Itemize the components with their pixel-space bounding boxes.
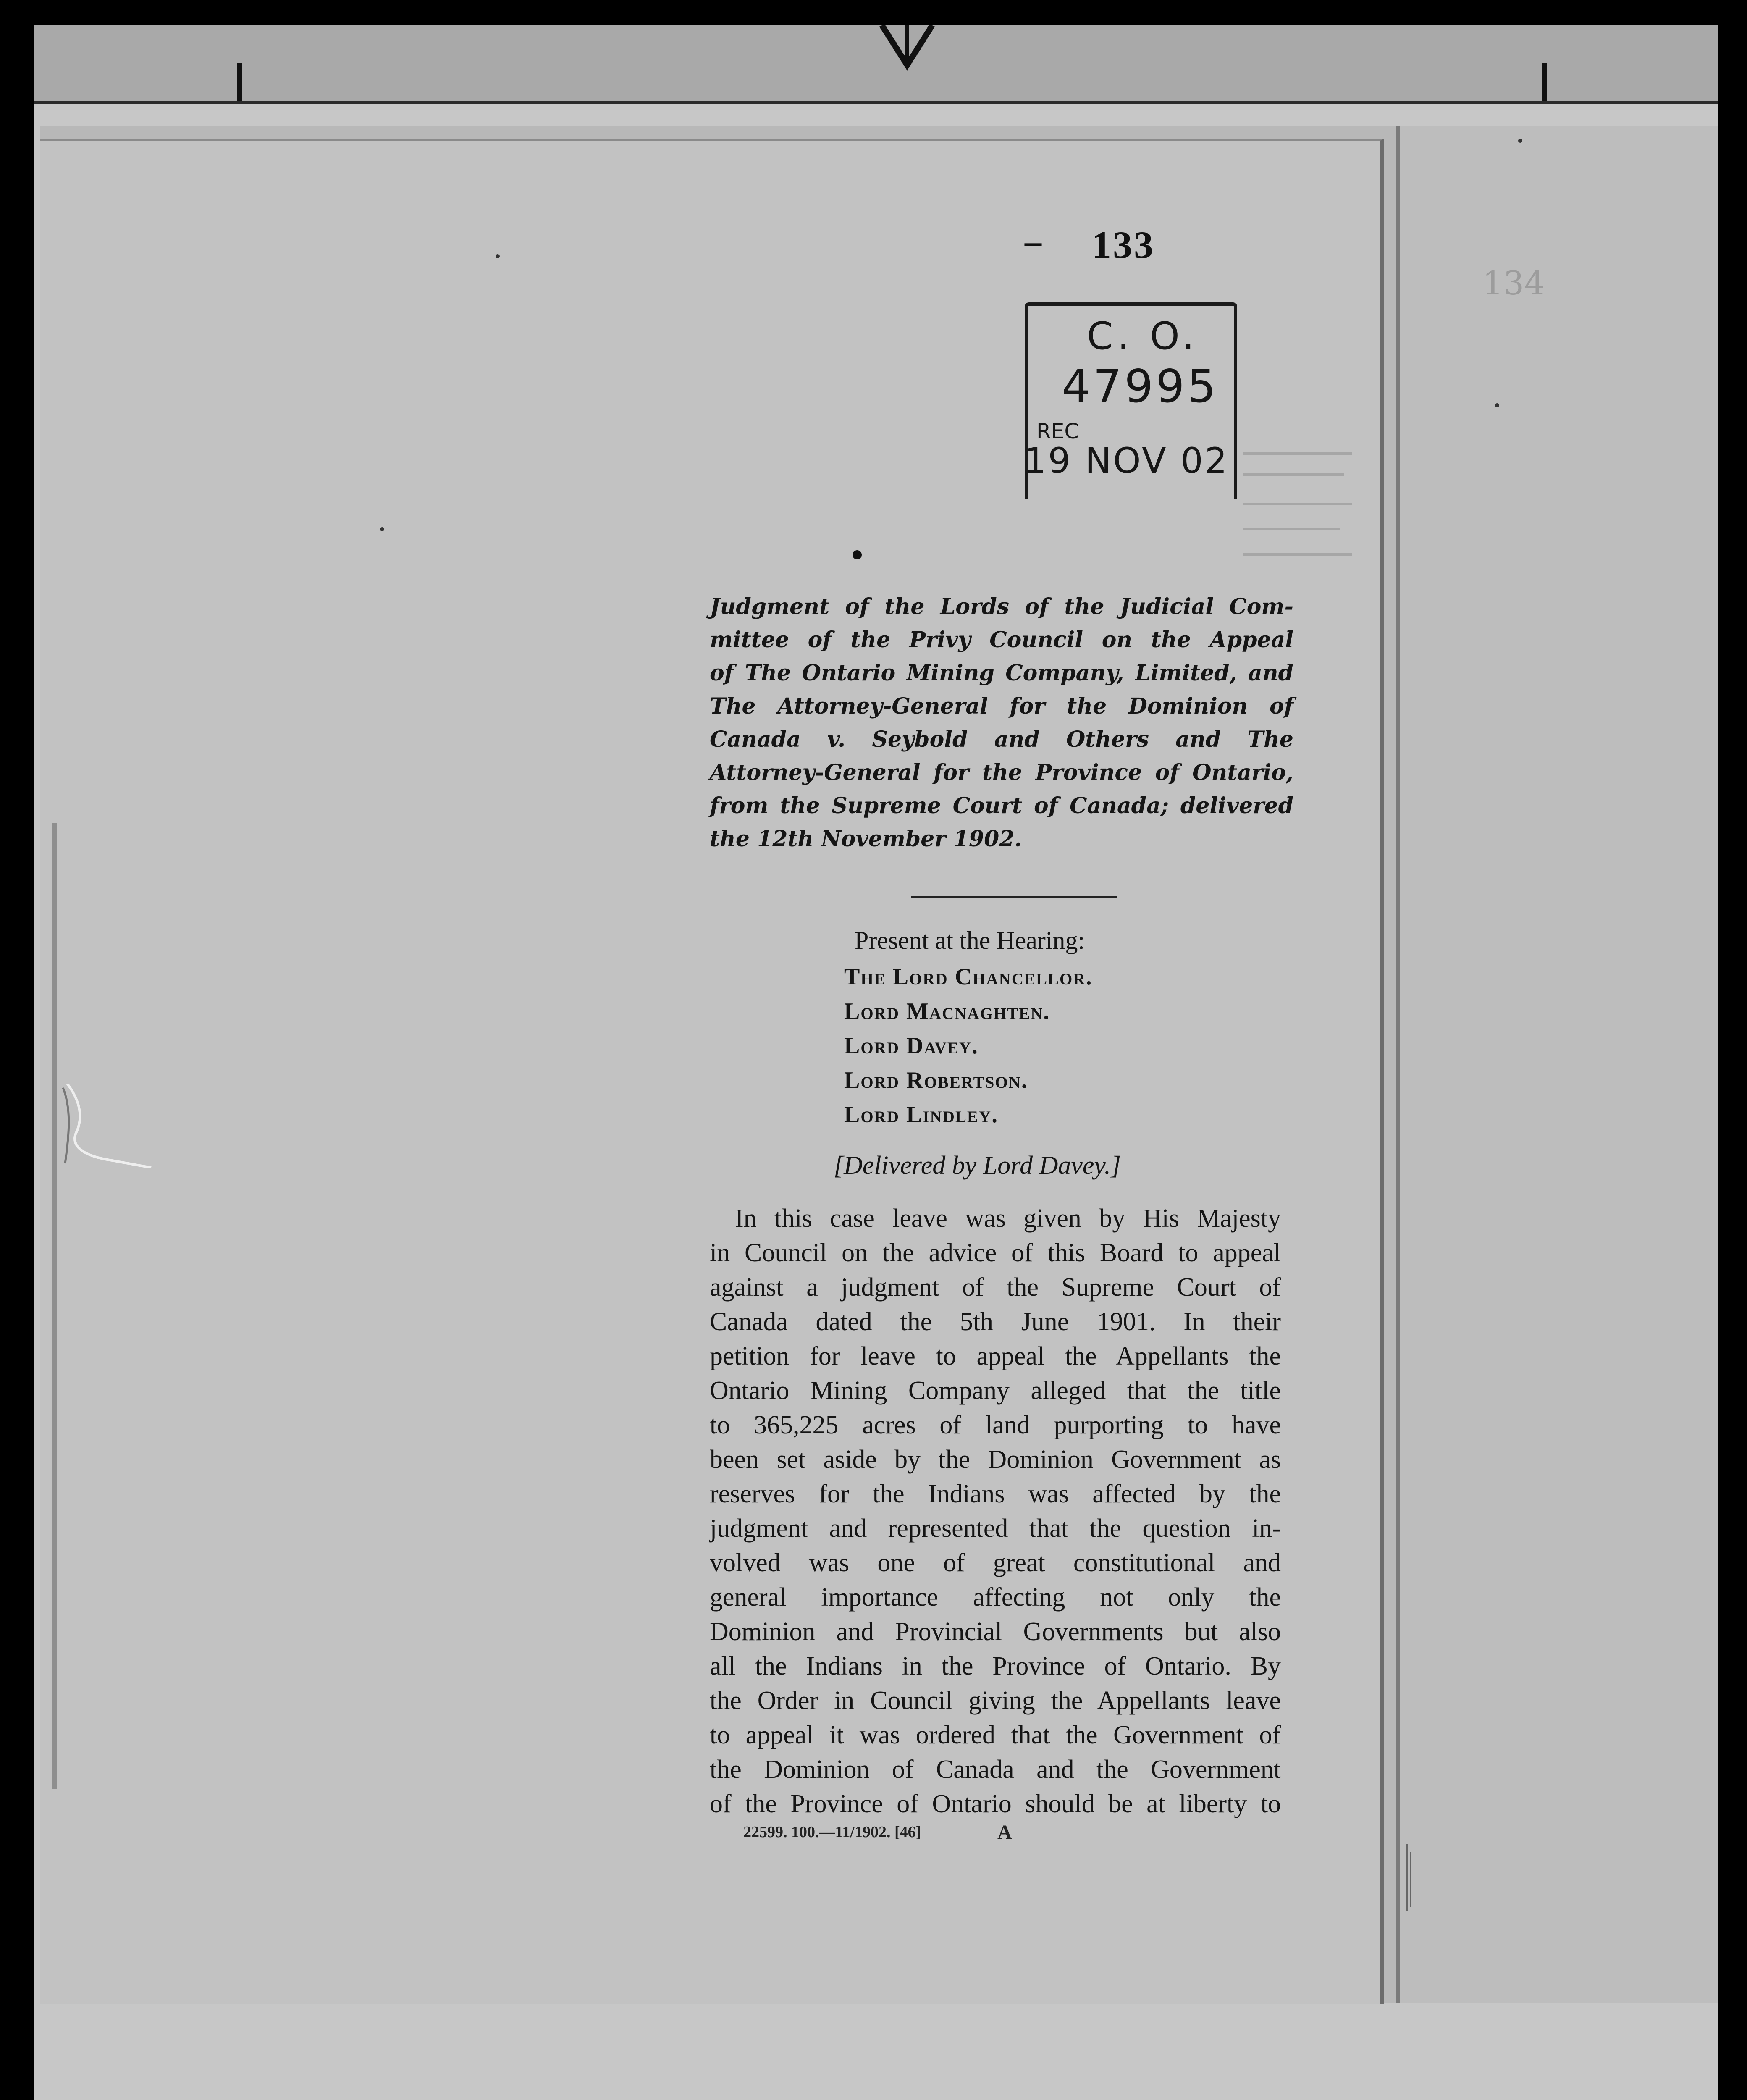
lord-entry: Lord Lindley. — [844, 1102, 999, 1128]
hearing-heading: Present at the Hearing: — [855, 927, 1085, 954]
page-fold-line — [52, 823, 57, 1789]
body-line: Dominion and Provincial Governments but also — [710, 1617, 1281, 1646]
title-line: of The Ontario Mining Company, Limited, and — [710, 660, 1293, 686]
page-number: 133 — [1092, 223, 1155, 266]
title-line: Attorney-General for the Province of Ontario, — [710, 760, 1293, 785]
lord-entry: Lord Robertson. — [844, 1067, 1028, 1093]
body-line: reserves for the Indians was affected by the — [710, 1480, 1281, 1508]
colonial-office-stamp — [1025, 302, 1237, 499]
title-line: Judgment of the Lords of the Judicial Com- — [710, 594, 1293, 620]
body-line: judgment and represented that the question in- — [710, 1514, 1281, 1543]
page-number-dash: – — [1025, 223, 1041, 260]
film-notch-icon — [874, 25, 941, 71]
title-line: the 12th November 1902. — [710, 826, 1022, 852]
body-line: in Council on the advice of this Board to appeal — [710, 1239, 1281, 1267]
body-line: to 365,225 acres of land purporting to have — [710, 1411, 1281, 1439]
ink-dot — [853, 550, 862, 559]
judgment-title — [710, 590, 1293, 856]
film-speck — [1495, 403, 1499, 407]
film-speck — [380, 527, 384, 531]
film-speck — [1518, 139, 1522, 143]
body-line: In this case leave was given by His Majesty — [735, 1204, 1281, 1233]
body-line: the Dominion of Canada and the Government — [710, 1755, 1281, 1784]
body-line: to appeal it was ordered that the Government of — [710, 1721, 1281, 1749]
lord-entry: The Lord Chancellor. — [844, 964, 1093, 990]
underlying-page-margin — [1398, 126, 1718, 2003]
stamp-received: REC — [1036, 419, 1079, 444]
stamp-office: C. O. — [1087, 314, 1199, 358]
signature-mark: A — [997, 1821, 1012, 1843]
body-line: the Order in Council giving the Appellants leave — [710, 1686, 1281, 1715]
film-speck — [496, 254, 500, 258]
body-line: against a judgment of the Supreme Court of — [710, 1273, 1281, 1302]
lords-present-list — [844, 960, 1093, 1132]
body-line: Canada dated the 5th June 1901. In their — [710, 1307, 1281, 1336]
body-line: petition for leave to appeal the Appellants the — [710, 1342, 1281, 1370]
body-line: general importance affecting not only the — [710, 1583, 1281, 1612]
binding-string-icon — [59, 1084, 155, 1168]
print-reference: 22599. 100.—11/1902. [46] — [743, 1823, 921, 1841]
margin-mark — [1405, 1844, 1413, 1911]
stamp-number: 47995 — [1062, 360, 1219, 413]
film-registration-mark-left — [237, 63, 242, 101]
delivered-by: [Delivered by Lord Davey.] — [834, 1151, 1121, 1180]
film-registration-mark-right — [1542, 63, 1547, 101]
lord-entry: Lord Macnaghten. — [844, 998, 1050, 1024]
body-line: of the Province of Ontario should be at liberty to — [710, 1790, 1281, 1818]
judgment-body — [710, 1201, 1281, 1821]
bleed-through-lines — [1239, 445, 1356, 596]
body-line: been set aside by the Dominion Government as — [710, 1445, 1281, 1474]
section-divider — [911, 896, 1117, 898]
body-line: volved was one of great constitutional and — [710, 1549, 1281, 1577]
title-line: from the Supreme Court of Canada; delivered — [710, 793, 1293, 819]
body-line: all the Indians in the Province of Ontario. By — [710, 1652, 1281, 1680]
title-line: mittee of the Privy Council on the Appeal — [710, 627, 1293, 653]
body-line: Ontario Mining Company alleged that the title — [710, 1376, 1281, 1405]
title-line: Canada v. Seybold and Others and The — [710, 727, 1293, 752]
lord-entry: Lord Davey. — [844, 1033, 978, 1059]
title-line: The Attorney-General for the Dominion of — [710, 693, 1293, 719]
bleed-through-mark: 134 — [1482, 265, 1545, 302]
stamp-date: 19 NOV 02 — [1024, 440, 1229, 481]
